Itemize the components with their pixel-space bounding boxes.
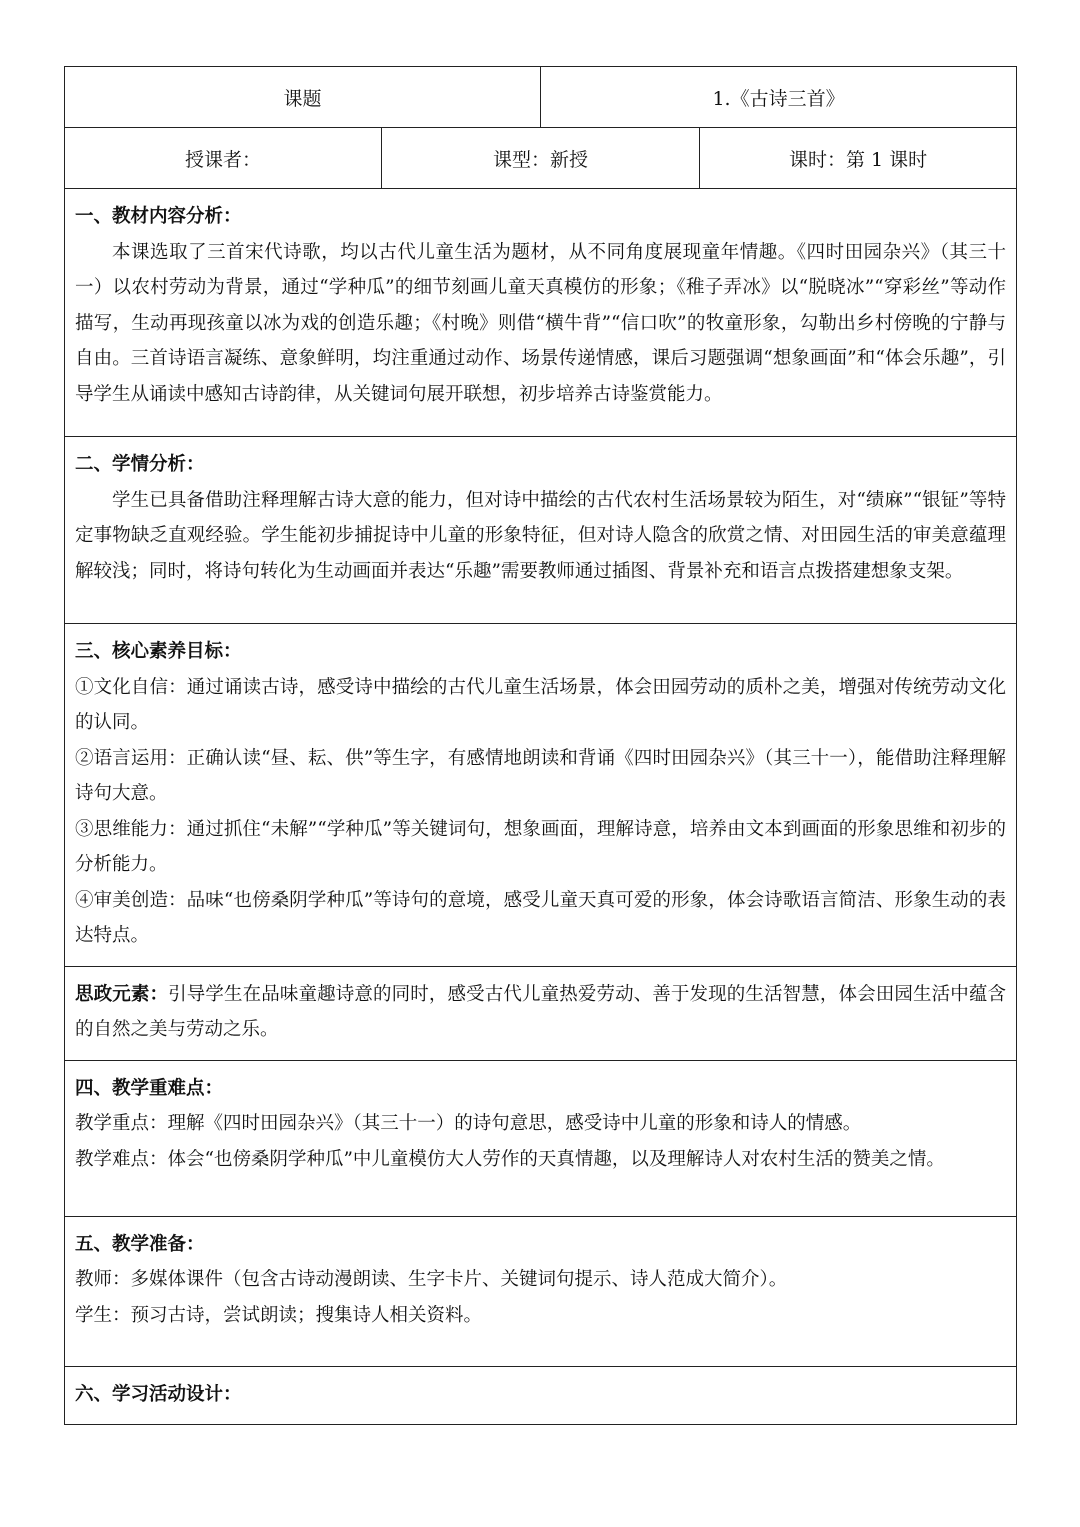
lesson-plan-sheet [64, 66, 1016, 1425]
lesson-period: 课时：第 1 课时 [700, 128, 1017, 189]
activity-design-row [65, 1366, 1017, 1425]
material-analysis-row [65, 189, 1017, 437]
material-analysis-title: 一、教材内容分析： [75, 206, 242, 227]
activity-design-title: 六、学习活动设计： [75, 1383, 242, 1405]
ideology-body: 引导学生在品味童趣诗意的同时，感受古代儿童热爱劳动、善于发现的生活智慧，体会田园生活中蕴含的自然之美与劳动之乐。 [75, 983, 1007, 1040]
preparation-teacher: 教师：多媒体课件（包含古诗动漫朗读、生字卡片、关键词句提示、诗人范成大简介）。 [75, 1269, 788, 1290]
core-goal-culture: ①文化自信：通过诵读古诗，感受诗中描绘的古代儿童生活场景，体会田园劳动的质朴之美，增强对传统劳动文化的认同。 [75, 676, 1007, 733]
learner-analysis-row [65, 437, 1017, 624]
core-goals-row [65, 624, 1017, 967]
key-points-title: 四、教学重难点： [75, 1077, 224, 1099]
learner-analysis-title: 二、学情分析： [75, 454, 205, 475]
core-goal-aesthetic: ④审美创造：品味“也傍桑阴学种瓜”等诗句的意境，感受儿童天真可爱的形象，体会诗歌语言简洁、形象生动的表达特点。 [75, 889, 1007, 946]
preparation-student: 学生：预习古诗，尝试朗读；搜集诗人相关资料。 [75, 1304, 483, 1326]
ideology-label: 思政元素： [75, 983, 169, 1005]
key-point-difficulty: 教学难点：体会“也傍桑阴学种瓜”中儿童模仿大人劳作的天真情趣，以及理解诗人对农村生活的赞美之情。 [75, 1148, 945, 1170]
teacher-label: 授课者： [65, 128, 382, 189]
core-goal-thinking: ③思维能力：通过抓住“未解”“学种瓜”等关键词句，想象画面，理解诗意，培养由文本到画面的形象思维和初步的分析能力。 [75, 818, 1007, 875]
core-goals-title: 三、核心素养目标： [75, 641, 242, 662]
material-analysis-body: 本课选取了三首宋代诗歌，均以古代儿童生活为题材，从不同角度展现童年情趣。《四时田园杂兴》（其三十一）以农村劳动为背景，通过“学种瓜”的细节刻画儿童天真模仿的形象；《稚子弄冰》以“脱晓冰”“穿彩丝”等动作描写，生动再现孩童以冰为戏的创造乐趣；《村晚》则借“横牛背”“信口吹”的牧童形象，勾勒出乡村傍晚的宁静与自由。三首诗语言凝练、意象鲜明，均注重通过动作、场景传递情感，课后习题强调“想象画面”和“体会乐趣”，引导学生从诵读中感知古诗韵律，从关键词句展开联想，初步培养古诗鉴赏能力。 [75, 241, 1007, 405]
preparation-row [65, 1216, 1017, 1366]
topic-row [65, 67, 1017, 128]
core-goal-language: ②语言运用：正确认读“昼、耘、供”等生字，有感情地朗读和背诵《四时田园杂兴》（其三十一），能借助注释理解诗句大意。 [75, 747, 1007, 804]
topic-value: 1.《古诗三首》 [541, 67, 1017, 128]
info-row [65, 128, 1017, 189]
lesson-plan-table [64, 66, 1017, 1425]
key-points-row [65, 1060, 1017, 1216]
topic-label: 课题 [65, 67, 541, 128]
preparation-title: 五、教学准备： [75, 1233, 205, 1255]
ideology-row [65, 966, 1017, 1060]
lesson-type: 课型：新授 [382, 128, 700, 189]
learner-analysis-body: 学生已具备借助注释理解古诗大意的能力，但对诗中描绘的古代农村生活场景较为陌生，对“绩麻”“银钲”等特定事物缺乏直观经验。学生能初步捕捉诗中儿童的形象特征，但对诗人隐含的欣赏之情、对田园生活的审美意蕴理解较浅；同时，将诗句转化为生动画面并表达“乐趣”需要教师通过插图、背景补充和语言点拨搭建想象支架。 [75, 489, 1007, 582]
key-point-focus: 教学重点：理解《四时田园杂兴》（其三十一）的诗句意思，感受诗中儿童的形象和诗人的情感。 [75, 1113, 862, 1134]
